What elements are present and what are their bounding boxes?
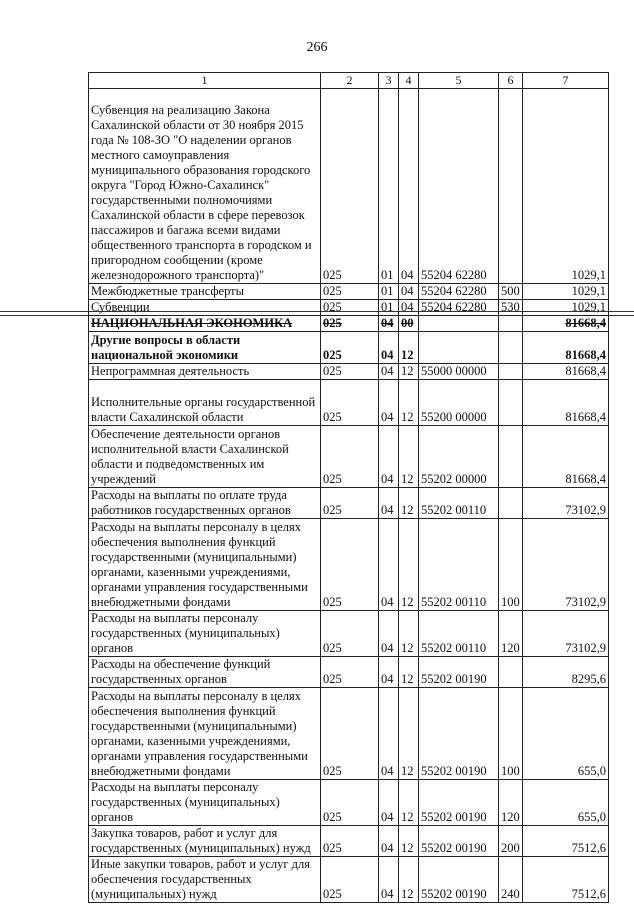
row-name: Расходы на выплаты по оплате труда работников государственных органов [89,488,321,519]
row-vr: 240 [499,857,523,903]
row-csr: 55204 62280 [419,89,499,284]
row-csr: 55204 62280 [419,300,499,316]
header-cell: 1 [89,73,321,89]
row-pr: 12 [399,364,419,380]
row-vr: 200 [499,826,523,857]
row-pr: 12 [399,380,419,426]
row-rz: 04 [379,688,399,780]
row-rz: 04 [379,426,399,488]
table-row [89,657,609,688]
table-row [89,284,609,300]
row-name: Расходы на выплаты персоналу государственных (муниципальных) органов [89,780,321,826]
row-vr: 530 [499,300,523,316]
row-sum: 1029,1 [523,300,609,316]
row-grbs: 025 [321,780,379,826]
row-csr: 55200 00000 [419,380,499,426]
table-row [89,519,609,611]
row-grbs: 025 [321,519,379,611]
row-pr: 12 [399,657,419,688]
row-rz: 04 [379,332,399,364]
row-pr: 12 [399,780,419,826]
row-grbs: 025 [321,826,379,857]
row-sum: 1029,1 [523,89,609,284]
row-rz: 01 [379,300,399,316]
row-rz: 04 [379,857,399,903]
row-name: Непрограммная деятельность [89,364,321,380]
row-sum: 655,0 [523,780,609,826]
row-sum: 73102,9 [523,611,609,657]
row-rz: 01 [379,89,399,284]
table-row [89,89,609,284]
row-name: НАЦИОНАЛЬНАЯ ЭКОНОМИКА [89,316,321,332]
row-rz: 04 [379,657,399,688]
table-header-row [89,73,609,89]
table-row [89,826,609,857]
row-rz: 04 [379,611,399,657]
row-sum: 1029,1 [523,284,609,300]
budget-table [88,72,609,903]
row-csr: 55204 62280 [419,284,499,300]
row-sum: 8295,6 [523,657,609,688]
row-name: Обеспечение деятельности органов исполнительной власти Сахалинской области и подведомственных им учреждений [89,426,321,488]
row-vr [499,89,523,284]
header-cell: 6 [499,73,523,89]
row-rz: 04 [379,316,399,332]
row-pr: 12 [399,826,419,857]
row-csr: 55202 00110 [419,611,499,657]
row-sum: 81668,4 [523,316,609,332]
row-vr [499,316,523,332]
row-vr: 500 [499,284,523,300]
row-vr [499,657,523,688]
row-csr: 55202 00190 [419,826,499,857]
row-grbs: 025 [321,316,379,332]
row-pr: 04 [399,284,419,300]
row-vr: 100 [499,688,523,780]
row-csr: 55202 00110 [419,519,499,611]
row-grbs: 025 [321,364,379,380]
row-pr: 12 [399,488,419,519]
table-row [89,364,609,380]
row-vr [499,488,523,519]
row-pr: 12 [399,426,419,488]
row-rz: 04 [379,826,399,857]
row-grbs: 025 [321,284,379,300]
row-name: Другие вопросы в области национальной экономики [89,332,321,364]
table-row [89,688,609,780]
row-name: Межбюджетные трансферты [89,284,321,300]
row-name: Субвенция на реализацию Закона Сахалинской области от 30 ноября 2015 года № 108-ЗО "О наделении органов местного самоуправления муниципального образования городского округа "Город Южно-Сахалинск" государственными полномочиями Сахалинской области в сфере перевозок пассажиров и багажа всеми видами общественного транспорта в городском и пригородном сообщении (кроме железнодорожного транспорта)" [89,89,321,284]
row-grbs: 025 [321,426,379,488]
row-sum: 81668,4 [523,364,609,380]
row-csr [419,316,499,332]
row-pr: 04 [399,300,419,316]
row-name: Расходы на выплаты персоналу в целях обеспечения выполнения функций государственными (муниципальными) органами, казенными учреждениями, органами управления государственными внебюджетными фондами [89,688,321,780]
header-cell: 5 [419,73,499,89]
row-csr: 55202 00190 [419,857,499,903]
row-sum: 7512,6 [523,826,609,857]
header-cell: 3 [379,73,399,89]
row-grbs: 025 [321,380,379,426]
row-csr: 55202 00190 [419,657,499,688]
row-grbs: 025 [321,611,379,657]
row-csr [419,332,499,364]
header-cell: 7 [523,73,609,89]
row-sum: 73102,9 [523,488,609,519]
row-sum: 81668,4 [523,332,609,364]
row-vr: 120 [499,780,523,826]
row-rz: 01 [379,284,399,300]
row-grbs: 025 [321,657,379,688]
row-pr: 12 [399,688,419,780]
row-vr: 120 [499,611,523,657]
row-grbs: 025 [321,332,379,364]
row-name: Исполнительные органы государственной власти Сахалинской области [89,380,321,426]
table-row [89,857,609,903]
row-rz: 04 [379,380,399,426]
row-csr: 55202 00190 [419,780,499,826]
row-grbs: 025 [321,89,379,284]
row-rz: 04 [379,519,399,611]
row-name: Расходы на выплаты персоналу государственных (муниципальных) органов [89,611,321,657]
row-vr [499,332,523,364]
row-sum: 73102,9 [523,519,609,611]
table-row [89,611,609,657]
row-csr: 55202 00190 [419,688,499,780]
row-pr: 12 [399,857,419,903]
row-pr: 12 [399,611,419,657]
row-sum: 7512,6 [523,857,609,903]
table-row [89,300,609,316]
row-vr [499,364,523,380]
row-pr: 12 [399,519,419,611]
row-pr: 12 [399,332,419,364]
row-grbs: 025 [321,688,379,780]
row-grbs: 025 [321,857,379,903]
row-vr [499,380,523,426]
row-grbs: 025 [321,300,379,316]
row-csr: 55000 00000 [419,364,499,380]
row-csr: 55202 00110 [419,488,499,519]
row-sum: 655,0 [523,688,609,780]
page-number: 266 [306,40,328,55]
row-rz: 04 [379,780,399,826]
row-vr: 100 [499,519,523,611]
row-name: Субвенции [89,300,321,316]
row-sum: 81668,4 [523,380,609,426]
row-name: Иные закупки товаров, работ и услуг для обеспечения государственных (муниципальных) нужд [89,857,321,903]
row-sum: 81668,4 [523,426,609,488]
header-cell: 2 [321,73,379,89]
table-row [89,380,609,426]
header-cell: 4 [399,73,419,89]
row-pr: 04 [399,89,419,284]
row-rz: 04 [379,488,399,519]
row-name: Расходы на выплаты персоналу в целях обеспечения выполнения функций государственными (муниципальными) органами, казенными учреждениями, органами управления государственными внебюджетными фондами [89,519,321,611]
table-row [89,426,609,488]
table-row-section [89,316,609,332]
row-csr: 55202 00000 [419,426,499,488]
table-row [89,780,609,826]
table-row [89,488,609,519]
table-row-subsection [89,332,609,364]
row-rz: 04 [379,364,399,380]
row-grbs: 025 [321,488,379,519]
row-name: Закупка товаров, работ и услуг для государственных (муниципальных) нужд [89,826,321,857]
row-vr [499,426,523,488]
row-name: Расходы на обеспечение функций государственных органов [89,657,321,688]
row-pr: 00 [399,316,419,332]
